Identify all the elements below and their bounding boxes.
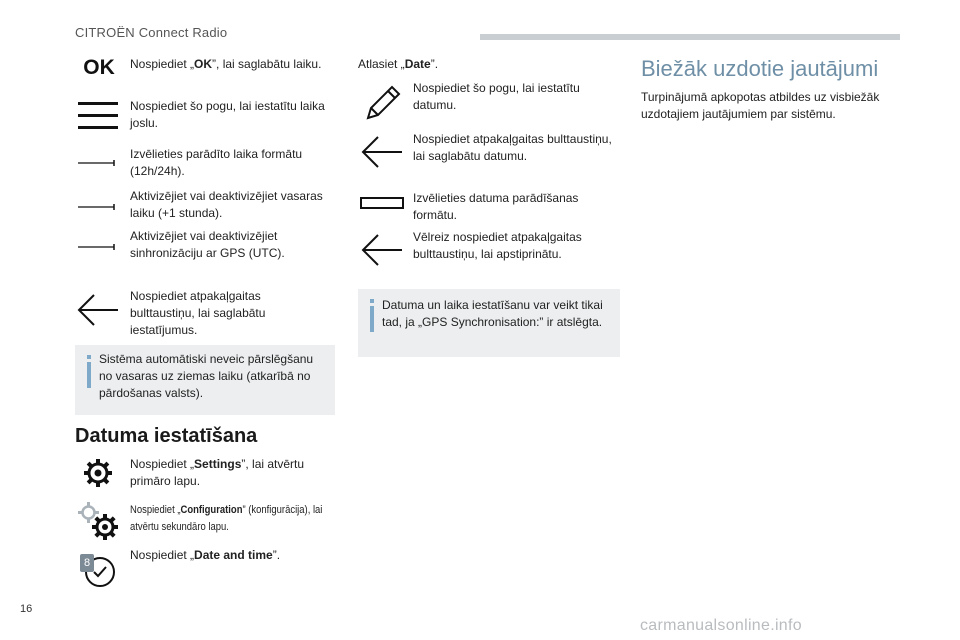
instruction-date-and-time: Nospiediet „Date and time”. [130, 548, 281, 562]
pencil-icon [362, 84, 402, 124]
toggle-line-icon [78, 237, 120, 243]
toggle-line-icon [78, 197, 120, 203]
header-title: CITROËN Connect Radio [75, 25, 228, 40]
back-arrow-icon [360, 134, 404, 170]
ok-icon: OK [83, 56, 115, 79]
instruction-save-settings: Nospiediet atpakaļgaitas bulttaustiņu, lai saglabātu iestatījumus. [130, 289, 266, 337]
header-bar [480, 34, 900, 40]
back-arrow-icon [360, 232, 404, 268]
info-text: Datuma un laika iestatīšanu var veikt tikai tad, ja „GPS Synchronisation:” ir atslēgta. [382, 298, 603, 329]
info-box [358, 289, 620, 357]
info-box [75, 345, 335, 415]
section-title: Datuma iestatīšana [75, 425, 258, 447]
instruction-configuration: Nospiediet „Configuration” (konfigurācija), lai atvērtu sekundāro lapu. [130, 504, 323, 533]
instruction-time-format: Izvēlieties parādīto laika formātu (12h/24h). [130, 147, 303, 178]
watermark: carmanualsonline.info [640, 617, 802, 634]
instruction-ok: Nospiediet „OK”, lai saglabātu laiku. [130, 57, 322, 71]
instruction-timezone: Nospiediet šo pogu, lai iestatītu laika joslu. [130, 99, 325, 130]
instruction-confirm: Vēlreiz nospiediet atpakaļgaitas bulttaustiņu, lai apstiprinātu. [413, 230, 582, 261]
instruction-gps-sync: Aktivizējiet vai deaktivizējiet sinhronizāciju ar GPS (UTC). [130, 229, 285, 260]
rectangle-icon [360, 196, 404, 208]
info-icon [370, 299, 374, 335]
intro-select-date: Atlasiet „Date”. [358, 57, 439, 71]
page-badge: 8 [80, 554, 94, 572]
instruction-date-format: Izvēlieties datuma parādīšanas formātu. [413, 191, 579, 222]
info-icon [87, 355, 91, 391]
instruction-save-date: Nospiediet atpakaļgaitas bulttaustiņu, lai saglabātu datumu. [413, 132, 612, 163]
instruction-set-date: Nospiediet šo pogu, lai iestatītu datumu. [413, 81, 580, 112]
page-number: 16 [20, 603, 33, 615]
double-gear-icon [78, 502, 120, 540]
faq-intro: Turpinājumā apkopotas atbildes uz visbiežāk uzdotajiem jautājumiem par sistēmu. [641, 90, 880, 121]
faq-title: Biežāk uzdotie jautājumi [641, 56, 879, 81]
instruction-settings: Nospiediet „Settings”, lai atvērtu primāro lapu. [130, 457, 305, 488]
menu-icon [78, 102, 118, 130]
instruction-summer-time: Aktivizējiet vai deaktivizējiet vasaras laiku (+1 stunda). [130, 189, 323, 220]
toggle-line-icon [78, 153, 120, 159]
back-arrow-icon [76, 292, 120, 328]
info-text: Sistēma automātiski neveic pārslēgšanu no vasaras uz ziemas laiku (atkarībā no pārdošanas valsts). [99, 352, 314, 400]
gear-icon [84, 459, 112, 487]
